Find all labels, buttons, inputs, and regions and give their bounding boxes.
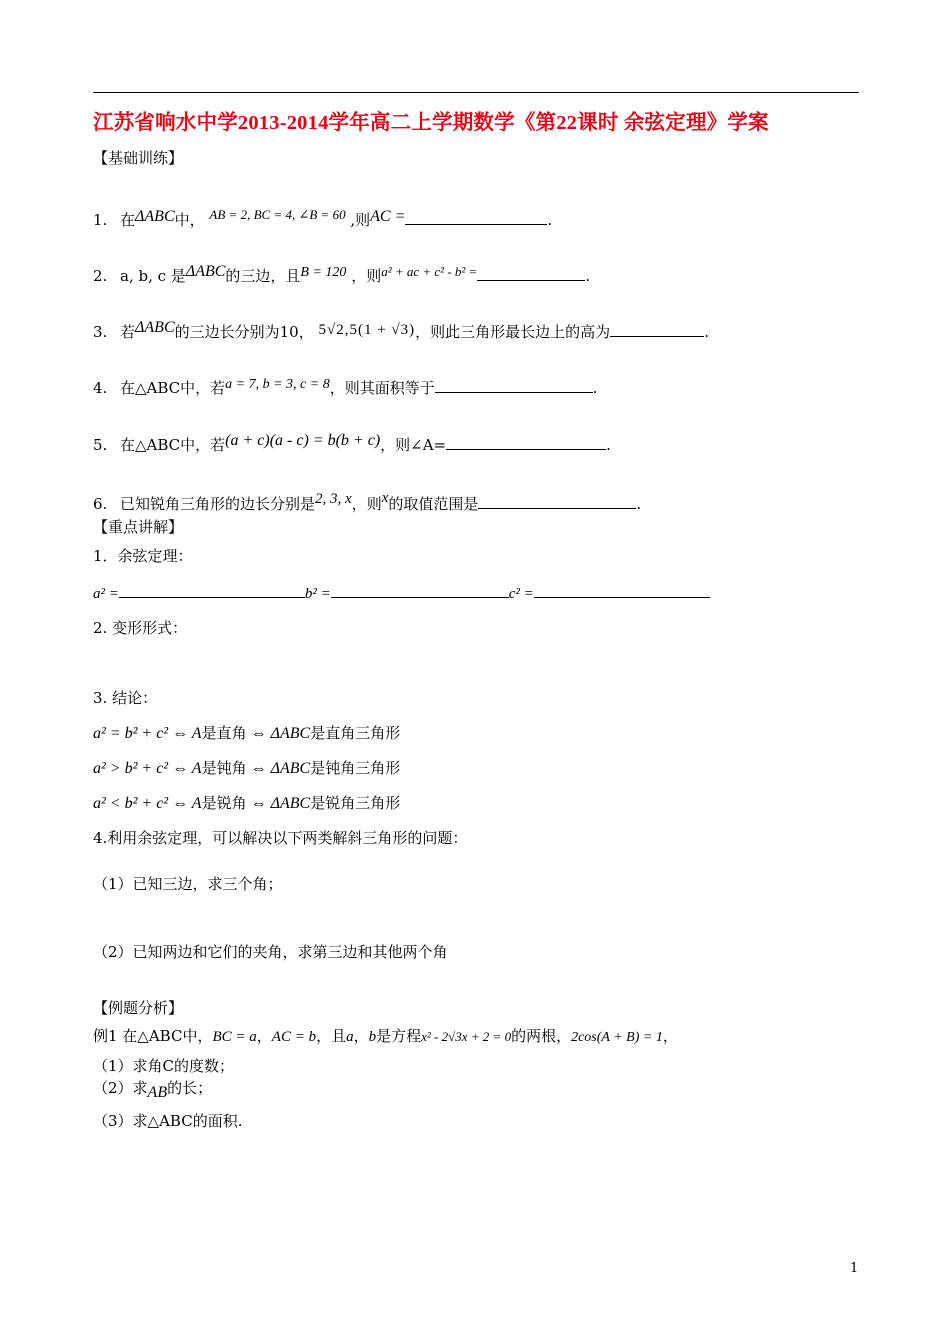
math-cos: 2cos(A + B) = 1 — [571, 1030, 663, 1045]
math-equation: x² - 2√3x + 2 = 0 — [421, 1029, 512, 1044]
answer-blank-3[interactable] — [610, 322, 704, 337]
item-number: 6. — [93, 495, 108, 513]
section-example: 【例题分析】 — [93, 999, 184, 1017]
item-number: 3. — [93, 323, 108, 341]
math-triangle: ΔABC — [135, 208, 175, 225]
math-angle-b: B = 120 — [300, 265, 347, 280]
example-1: 例1 在△ABC中，BC = a，AC = b，且a，b是方程x² - 2√3x + 2 = 0的两根，2cos(A + B) = 1， — [93, 1027, 678, 1045]
item-number: 4. — [93, 379, 108, 397]
math-triangle: ΔABC — [185, 263, 226, 280]
answer-blank-6[interactable] — [478, 494, 636, 509]
example-question-2: （2）求AB的长； — [93, 1079, 213, 1101]
transform-label: 2. 变形形式： — [93, 619, 188, 637]
conclusion-obtuse: a² > b² + c² ⇔ A是钝角 ⇔ ΔABC是钝角三角形 — [93, 759, 401, 777]
conclusion-right: a² = b² + c² ⇔ A是直角 ⇔ ΔABC是直角三角形 — [93, 724, 401, 742]
law-blank-c[interactable] — [534, 583, 710, 598]
item-number: 1. — [93, 211, 108, 229]
math-sides: 2, 3, x — [315, 491, 352, 507]
page-title: 江苏省响水中学2013-2014学年高二上学期数学《第22课时 余弦定理》学案 — [93, 112, 769, 134]
item-number: 5. — [93, 436, 108, 454]
example-question-1: （1）求角C的度数； — [93, 1057, 235, 1075]
use-case-2: （2）已知两边和它们的夹角，求第三边和其他两个角 — [93, 943, 448, 961]
math-x: x — [381, 490, 389, 506]
header-rule — [93, 92, 859, 93]
answer-blank-5[interactable] — [446, 435, 606, 450]
law-b: b² = — [304, 586, 331, 602]
conclusion-acute: a² < b² + c² ⇔ A是锐角 ⇔ ΔABC是锐角三角形 — [93, 794, 401, 812]
law-formulas — [93, 583, 710, 604]
law-blank-b[interactable] — [331, 583, 509, 598]
law-of-cosines-label: 1．余弦定理： — [93, 547, 193, 565]
answer-blank-1[interactable] — [405, 210, 547, 225]
basic-item-2: 2. a, b, c 是ΔABC的三边，且B = 120 ，则a² + ac + c² - b² = . — [93, 263, 591, 285]
section-basic: 【基础训练】 — [93, 149, 184, 167]
basic-item-6: 6. 已知锐角三角形的边长分别是2, 3, x，则x的取值范围是 . — [93, 490, 642, 513]
law-a: a² = — [93, 586, 119, 602]
use-label: 4.利用余弦定理，可以解决以下两类解斜三角形的问题： — [93, 829, 468, 847]
math-triangle: ΔABC — [135, 319, 175, 336]
basic-item-3: 3. 若ΔABC的三边长分别为10， 5√2,5(1 + √3)，则此三角形最长边上的高为 . — [93, 319, 709, 341]
basic-item-1: 1. 在ΔABC中， AB = 2, BC = 4, ∠B = 60 ,则AC = . — [93, 207, 553, 229]
basic-item-4: 4. 在△ABC中，若a = 7, b = 3, c = 8，则其面积等于 . — [93, 377, 598, 397]
page-number: 1 — [850, 1261, 859, 1276]
use-case-1: （1）已知三边，求三个角； — [93, 875, 283, 893]
item-number: 2. — [93, 267, 108, 285]
math-condition: (a + c)(a - c) = b(b + c) — [225, 432, 381, 449]
math-given: AB = 2, BC = 4, ∠B = 60 — [209, 207, 346, 222]
basic-item-5: 5. 在△ABC中，若(a + c)(a - c) = b(b + c)，则∠A= . — [93, 432, 611, 454]
answer-blank-4[interactable] — [435, 378, 593, 393]
law-blank-a[interactable] — [119, 583, 305, 598]
math-sides: 5√2,5(1 + √3) — [318, 322, 416, 338]
example-question-3: （3）求△ABC的面积. — [93, 1112, 243, 1130]
section-key: 【重点讲解】 — [93, 518, 184, 536]
math-ac: AC = — [370, 208, 406, 225]
law-c: c² = — [508, 586, 534, 602]
math-sides: a = 7, b = 3, c = 8 — [225, 377, 330, 392]
math-expression: a² + ac + c² - b² = — [381, 264, 478, 279]
conclusion-label: 3. 结论： — [93, 689, 158, 707]
answer-blank-2[interactable] — [477, 266, 585, 281]
